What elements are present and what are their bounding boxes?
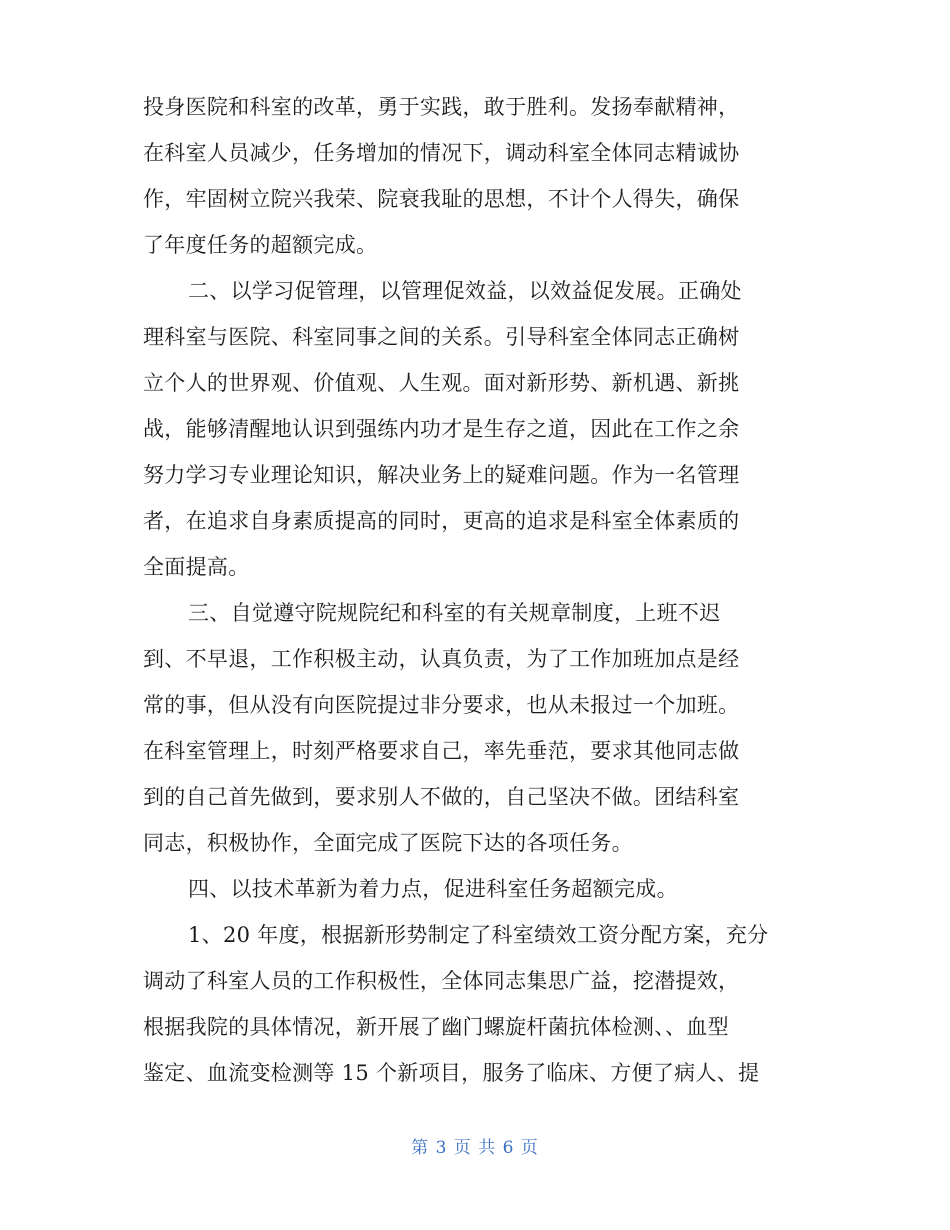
paragraph-line: 调动了科室人员的工作积极性，全体同志集思广益，挖潜提效，	[143, 969, 740, 993]
paragraph-line: 鉴定、血流变检测等 15 个新项目，服务了临床、方便了病人、提	[143, 1061, 760, 1085]
paragraph-line: 者，在追求自身素质提高的同时，更高的追求是科室全体素质的	[143, 509, 740, 533]
paragraph-line: 同志，积极协作，全面完成了医院下达的各项任务。	[143, 831, 633, 855]
paragraph-line: 努力学习专业理论知识，解决业务上的疑难问题。作为一名管理	[143, 463, 740, 487]
paragraph-line: 常的事，但从没有向医院提过非分要求，也从未报过一个加班。	[143, 693, 740, 717]
paragraph-line: 作，牢固树立院兴我荣、院衰我耻的思想，不计个人得失，确保	[143, 187, 740, 211]
paragraph-line: 投身医院和科室的改革，勇于实践，敢于胜利。发扬奉献精神，	[143, 95, 740, 119]
paragraph-line: 二、以学习促管理，以管理促效益，以效益促发展。正确处	[188, 279, 742, 303]
paragraph-line: 到、不早退，工作积极主动，认真负责，为了工作加班加点是经	[143, 647, 740, 671]
paragraph-line: 立个人的世界观、价值观、人生观。面对新形势、新机遇、新挑	[143, 371, 740, 395]
paragraph-line: 四、以技术革新为着力点，促进科室任务超额完成。	[188, 877, 678, 901]
paragraph-line: 三、自觉遵守院规院纪和科室的有关规章制度，上班不迟	[188, 601, 721, 625]
paragraph-line: 1、20 年度，根据新形势制定了科室绩效工资分配方案，充分	[188, 923, 769, 947]
paragraph-line: 全面提高。	[143, 555, 250, 579]
paragraph-line: 战，能够清醒地认识到强练内功才是生存之道，因此在工作之余	[143, 417, 740, 441]
paragraph-line: 到的自己首先做到，要求别人不做的，自己坚决不做。团结科室	[143, 785, 740, 809]
paragraph-line: 了年度任务的超额完成。	[143, 233, 378, 257]
paragraph-line: 在科室管理上，时刻严格要求自己，率先垂范，要求其他同志做	[143, 739, 740, 763]
paragraph-line: 理科室与医院、科室同事之间的关系。引导科室全体同志正确树	[143, 325, 740, 349]
page-number: 第 3 页 共 6 页	[411, 1138, 539, 1158]
paragraph-line: 根据我院的具体情况，新开展了幽门螺旋杆菌抗体检测、、血型	[143, 1015, 729, 1039]
paragraph-line: 在科室人员减少，任务增加的情况下，调动科室全体同志精诚协	[143, 141, 740, 165]
